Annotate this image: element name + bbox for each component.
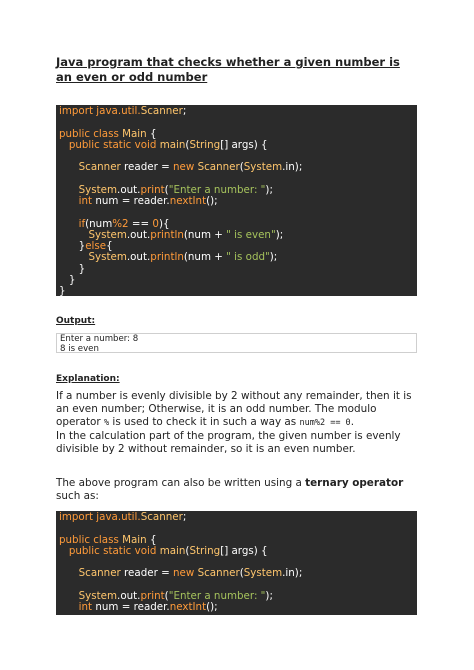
code-token: Main (122, 533, 147, 546)
code-token: System (243, 161, 283, 174)
code-token: ){ (158, 217, 170, 230)
code-token: public class (59, 127, 123, 140)
code-line (59, 602, 415, 613)
code-token: Scanner (197, 161, 240, 174)
code-line (59, 275, 415, 286)
code-token: "Enter a number: " (168, 183, 266, 196)
para1-text-c: . (350, 416, 354, 428)
para2-text-c: , so it is an even number. (223, 443, 356, 455)
code-token: .out. (126, 228, 151, 241)
code-token: System (243, 567, 283, 580)
inline-code-modulo: % (104, 418, 110, 428)
para3-text-a: The above program can also be written using a (56, 477, 306, 489)
code-token: } (59, 262, 86, 275)
code-token: ( (239, 567, 244, 580)
code-token: else (85, 240, 107, 252)
ternary-operator-term: ternary operator (305, 477, 404, 489)
code-token: reader = (120, 567, 173, 580)
code-token: %2 (112, 217, 129, 230)
code-token: { (146, 127, 157, 140)
code-token: (num + (183, 251, 227, 264)
code-token: } (59, 240, 86, 252)
para1-text-b: is used to check it in such a way as (109, 416, 300, 428)
output-line-2: 8 is even (60, 343, 99, 354)
code-token: System (59, 228, 127, 241)
code-token: int (59, 601, 93, 613)
code-token: String (189, 544, 221, 557)
code-token: (); (206, 601, 218, 613)
code-token: { (146, 533, 157, 546)
code-token: { (106, 240, 113, 252)
code-token: .in); (282, 567, 303, 580)
code-token: main (159, 544, 186, 557)
code-token: .in); (282, 161, 303, 174)
code-line (59, 512, 415, 523)
code-token: ( (185, 544, 190, 557)
code-token: public class (59, 533, 123, 546)
code-token: (); (206, 195, 218, 207)
code-token: print (140, 183, 165, 196)
code-block-main (56, 105, 417, 296)
explanation-paragraph-1 (56, 390, 418, 430)
code-token: } (59, 285, 66, 296)
code-token: import java.util. (59, 511, 141, 523)
output-label: Output: (56, 316, 96, 326)
code-token: println (150, 251, 184, 264)
code-token: new (173, 567, 198, 580)
code-block-ternary (56, 511, 417, 615)
code-token: public static void (59, 138, 160, 151)
code-token: ( (164, 589, 169, 602)
code-line (59, 546, 415, 557)
para2-text-a: In the calculation part of the program, the given number is (56, 430, 367, 442)
code-token: (num + (183, 228, 227, 241)
output-line-1: Enter a number: 8 (60, 334, 139, 344)
code-token: Scanner (59, 567, 121, 580)
code-token: ( (185, 138, 190, 151)
code-line (59, 286, 415, 296)
code-token: nextInt (169, 195, 207, 207)
code-token: int (59, 195, 93, 207)
code-line (59, 196, 415, 207)
code-token: 0 (152, 217, 159, 230)
code-token: ( (164, 183, 169, 196)
para1-text-a: If a number is evenly divisible by 2 without any remainder, then it is an even number; Otherwise, it is an odd number. The modulo operator (56, 390, 412, 428)
ternary-intro (56, 477, 418, 503)
code-token: "Enter a number: " (168, 589, 266, 602)
code-line (59, 568, 415, 579)
code-token: .out. (117, 183, 141, 196)
code-token: num = reader. (92, 195, 170, 207)
code-token: Scanner (59, 161, 121, 174)
code-token: Scanner (197, 567, 240, 580)
code-token: Scanner (140, 511, 183, 523)
code-token: [] args) { (220, 544, 268, 557)
code-token: Scanner (140, 105, 183, 117)
code-token: public static void (59, 544, 160, 557)
code-token: System (59, 251, 127, 264)
code-token: if (59, 217, 86, 230)
code-line (59, 140, 415, 151)
code-token: .out. (126, 251, 151, 264)
code-token: " is odd" (226, 251, 270, 264)
code-token: reader = (120, 161, 173, 174)
code-token: new (173, 161, 198, 174)
code-token: String (189, 138, 221, 151)
code-token: ); (275, 228, 284, 241)
code-token: ); (265, 589, 273, 602)
explanation-paragraph-2 (56, 430, 418, 456)
code-token: print (140, 589, 165, 602)
code-token: ( (239, 161, 244, 174)
para2-text-b: evenly divisible by 2 without remainder (56, 430, 401, 455)
code-token: System (59, 589, 118, 602)
para3-text-c: such as: (56, 490, 99, 502)
code-token: ); (269, 251, 278, 264)
code-token: main (159, 138, 186, 151)
code-token: ); (265, 183, 273, 196)
code-line (59, 106, 415, 117)
code-token: (num (85, 217, 113, 230)
code-line (59, 264, 415, 275)
code-line (59, 162, 415, 173)
inline-code-expression: num%2 == 0 (299, 418, 351, 428)
code-token: nextInt (169, 601, 207, 613)
code-line (59, 252, 415, 263)
code-token: import java.util. (59, 105, 141, 117)
code-token: [] args) { (220, 138, 268, 151)
output-box (56, 333, 417, 353)
page-title: Java program that checks whether a given number is an even or odd number (56, 55, 400, 84)
code-token: ; (182, 105, 187, 117)
code-token: } (59, 273, 76, 286)
code-token: == (128, 217, 153, 230)
code-token: System (59, 183, 118, 196)
code-token: " is even" (226, 228, 276, 241)
explanation-label: Explanation: (56, 374, 120, 384)
code-token: num = reader. (92, 601, 170, 613)
code-token: Main (122, 127, 147, 140)
code-token: ; (182, 511, 187, 523)
code-token: println (150, 228, 184, 241)
code-token: .out. (117, 589, 141, 602)
